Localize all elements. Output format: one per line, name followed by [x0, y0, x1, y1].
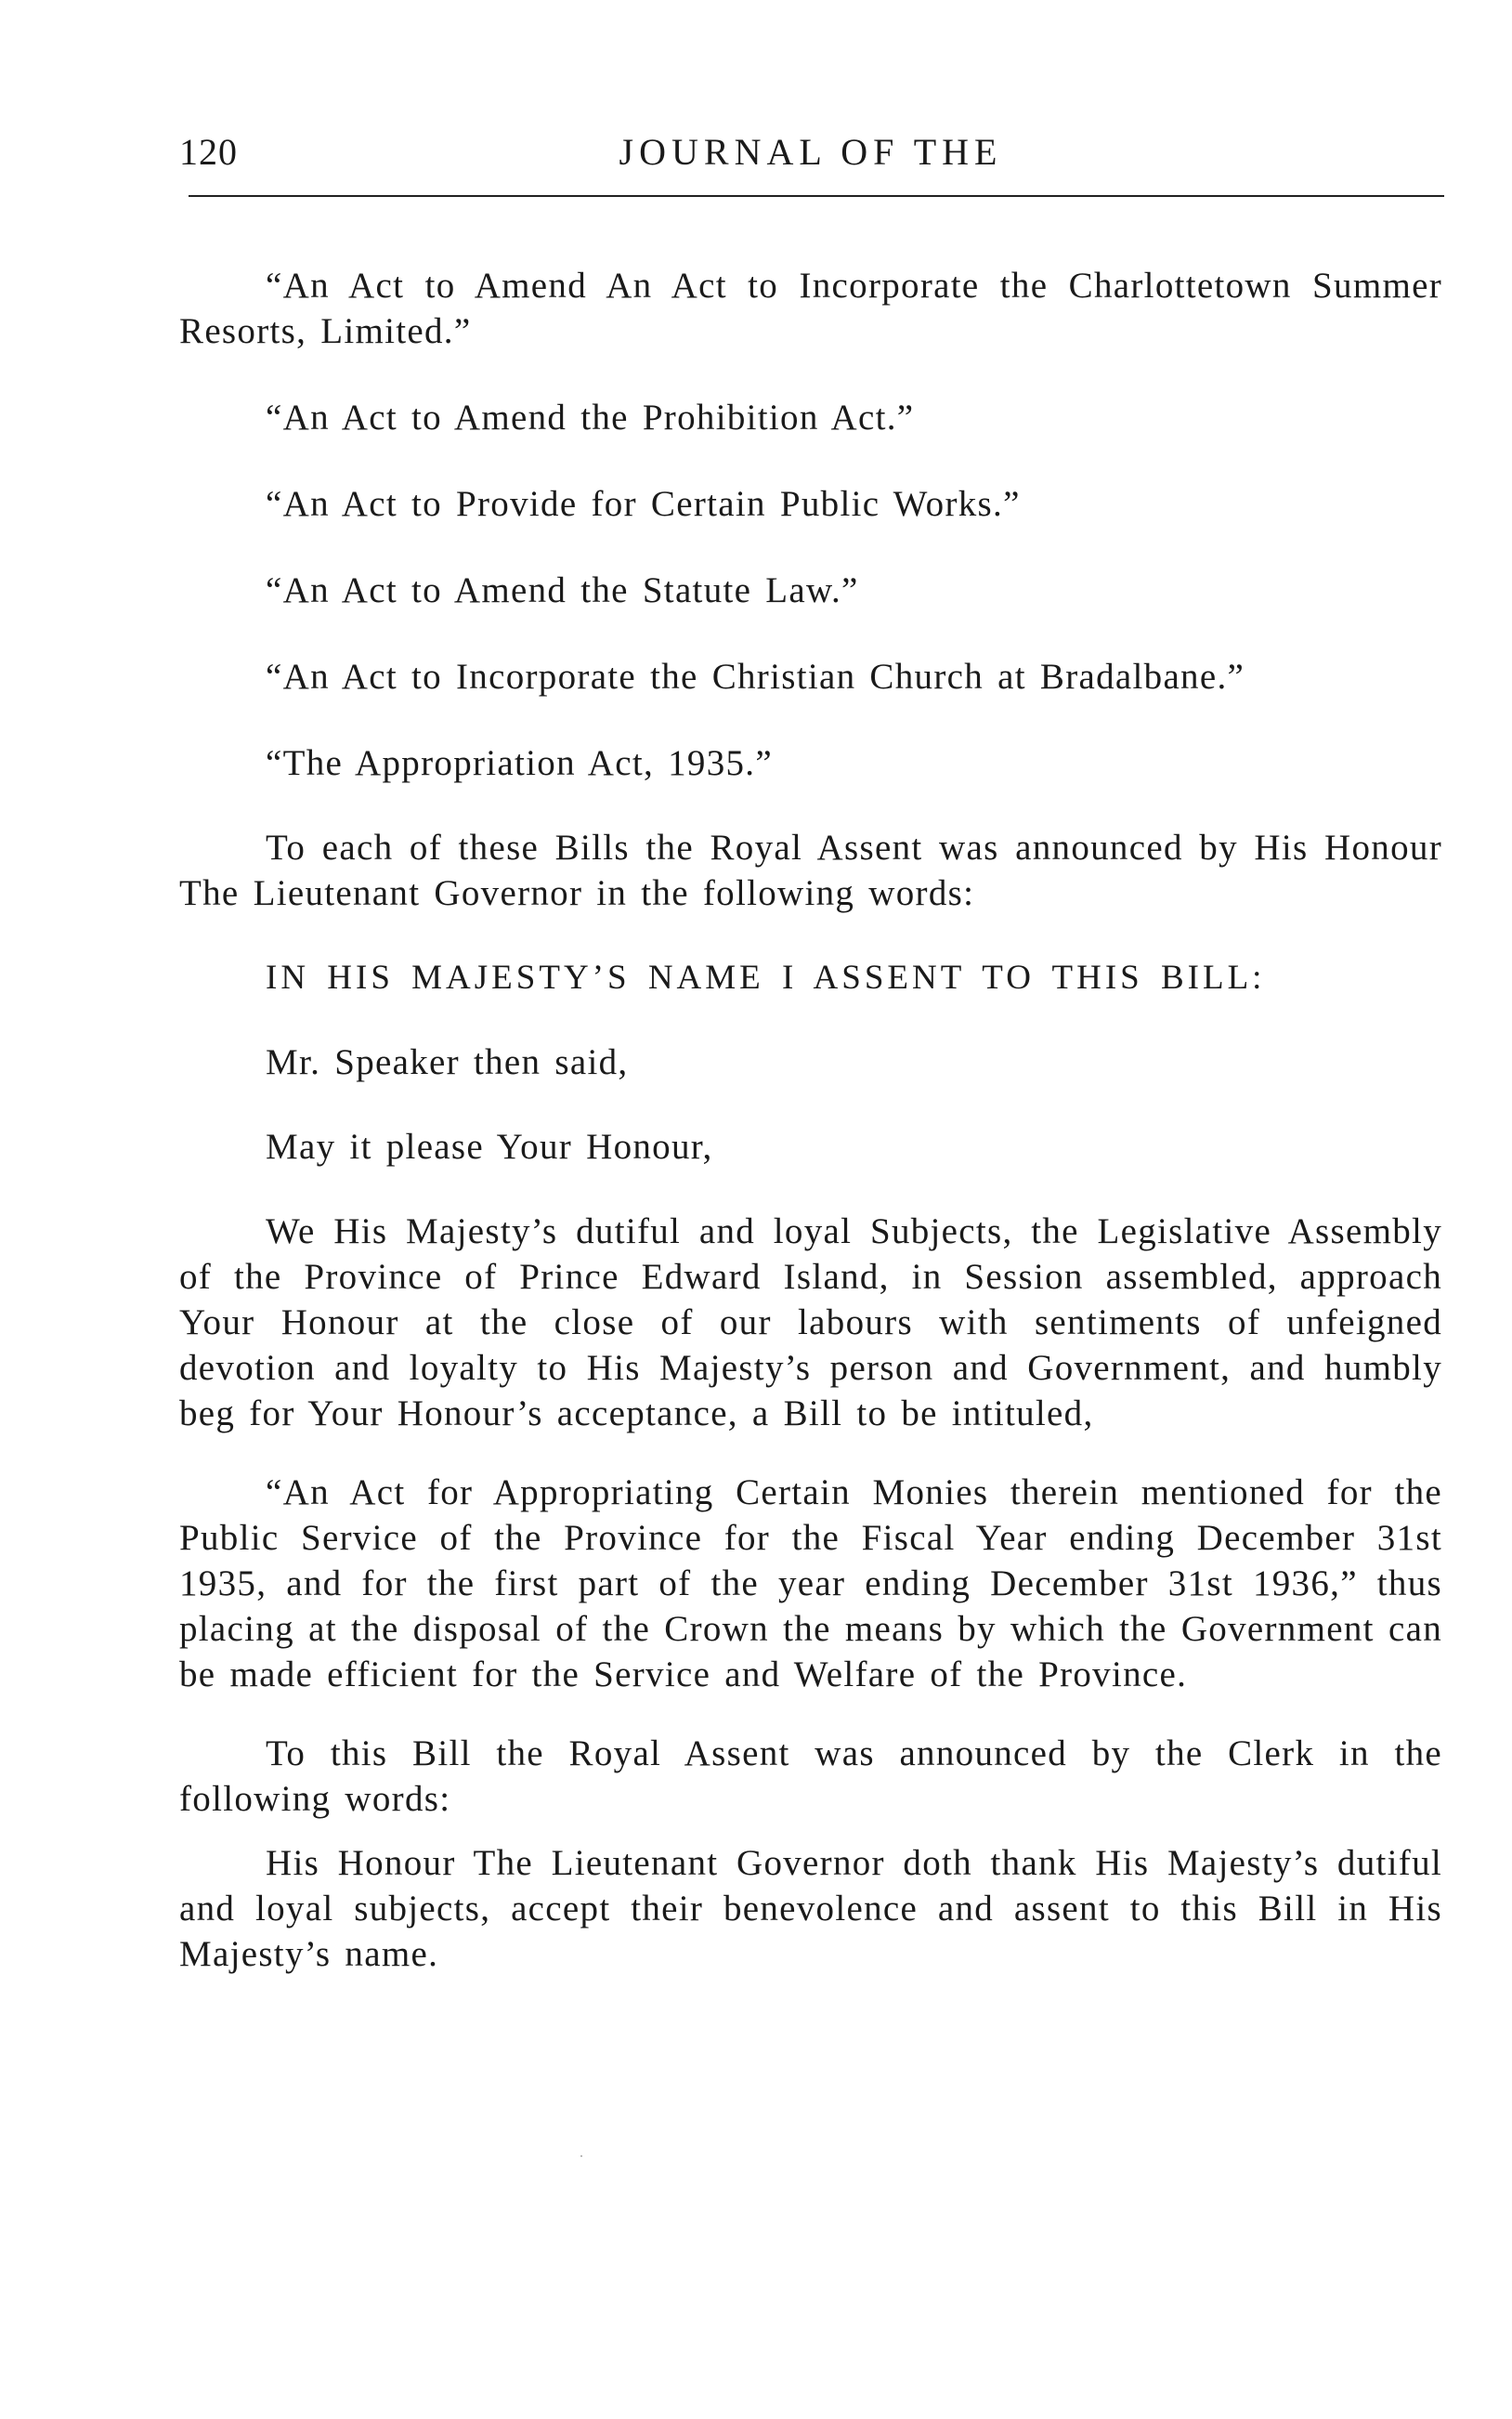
print-speck — [580, 2155, 582, 2157]
act-title-appropriation: “The Appropriation Act, 1935.” — [266, 743, 773, 783]
supply-bill-title: “An Act for Appropriating Certain Monies therein mentioned for the Public Service of the Province for the Fiscal Year ending December 31st 1935, and for the first part of the year ending December 31st 1936,” thus placing at the disposal of the Crown the means by which the Government can be made efficient for the Service and Welfare of the Province. — [179, 1472, 1442, 1694]
running-title: JOURNAL OF THE — [619, 131, 1003, 173]
assent-formula: IN HIS MAJESTY’S NAME I ASSENT TO THIS BILL: — [266, 959, 1266, 997]
speaker-said: Mr. Speaker then said, — [266, 1042, 629, 1082]
act-title-statute-law: “An Act to Amend the Statute Law.” — [266, 570, 859, 610]
act-title-charlottetown-summer-resorts: “An Act to Amend An Act to Incorporate the Charlottetown Summer Resorts, Limited.” — [179, 266, 1442, 351]
clerk-announcement: To this Bill the Royal Assent was announced by the Clerk in the following words: — [179, 1733, 1442, 1819]
header-divider — [189, 195, 1444, 197]
act-title-christian-church: “An Act to Incorporate the Christian Church at Bradalbane.” — [266, 657, 1245, 697]
act-title-prohibition: “An Act to Amend the Prohibition Act.” — [266, 398, 915, 438]
act-title-public-works: “An Act to Provide for Certain Public Works.” — [266, 484, 1021, 524]
running-head — [179, 130, 1442, 186]
address-body: We His Majesty’s dutiful and loyal Subjects, the Legislative Assembly of the Province of Prince Edward Island, in Session assembled, approach Your Honour at the close of our labours with sentiments of unfeigned devotion and loyalty to His Majesty’s person and Government, and humbly beg for Your Honour’s acceptance, a Bill to be intituled, — [179, 1211, 1442, 1433]
address-opening: May it please Your Honour, — [266, 1127, 713, 1167]
governor-thanks: His Honour The Lieutenant Governor doth thank His Majesty’s dutiful and loyal subjects, accept their benevolence and assent to this Bill in His Majesty’s name. — [179, 1843, 1442, 1974]
royal-assent-intro: To each of these Bills the Royal Assent was announced by His Honour The Lieutenant Governor in the following words: — [179, 828, 1442, 913]
page-number: 120 — [179, 131, 238, 173]
page-body — [179, 263, 1442, 1977]
